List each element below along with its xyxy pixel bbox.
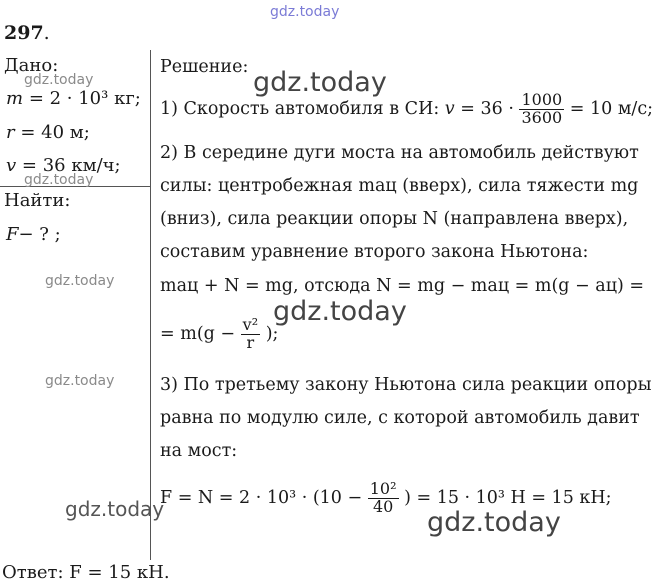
watermark-given-1: gdz.today (24, 72, 94, 88)
find-heading: Найти: (4, 190, 71, 211)
watermark-big-1: gdz.today (253, 67, 387, 98)
answer: Ответ: F = 15 кН. (2, 562, 170, 583)
watermark-big-3: gdz.today (427, 507, 561, 538)
watermark-mid-left-1: gdz.today (45, 273, 115, 289)
watermark-top: gdz.today (270, 4, 340, 20)
solution-step-3-line-1: 3) По третьему закону Ньютона сила реакции опоры (160, 375, 652, 395)
given-mass: m = 2 · 10³ кг; (6, 88, 141, 109)
find-item: F− ? ; (6, 224, 61, 245)
given-speed: v = 36 км/ч; (6, 155, 121, 176)
problem-number: 297. (4, 22, 50, 44)
given-heading: Дано: (4, 55, 59, 76)
solution-step-1: 1) Скорость автомобиля в СИ: v = 36 · $\frac{1000}{3600}$ = 10 м/с; (160, 90, 653, 127)
watermark-bottom-left: gdz.today (65, 497, 165, 521)
solution-heading: Решение: (160, 57, 249, 77)
step1-fraction: $\frac{1000}{3600}$ (521, 90, 563, 127)
watermark-mid-left-2: gdz.today (45, 373, 115, 389)
solution-step-2-line-1: 2) В середине дуги моста на автомобиль действуют (160, 143, 639, 163)
solution-step-2-line-3: (вниз), сила реакции опоры N (направлена вверх), (160, 209, 629, 229)
final-equation: F = N = 2 · 10³ · (10 − $\frac{\text{10²}}{40}$ ) = 15 · 10³ Н = 15 кН; (160, 479, 612, 516)
watermark-big-2: gdz.today (273, 296, 407, 327)
equation-1: maц + N = mg, отсюда N = mg − maц = m(g − aц) = (160, 276, 645, 296)
solution-step-3-line-3: на мост: (160, 441, 238, 461)
equation-2: = m(g − $\frac{\text{v²}}{r}$ ); (160, 315, 279, 352)
given-radius: r = 40 м; (6, 122, 90, 143)
watermark-given-2: gdz.today (24, 172, 94, 188)
final-fraction: $\frac{\text{10²}}{40}$ (369, 479, 397, 516)
solution-step-3-line-2: равна по модулю силе, с которой автомобиль давит (160, 408, 640, 428)
solution-step-2-line-4: составим уравнение второго закона Ньютона: (160, 242, 589, 262)
solution-step-2-line-2: силы: центробежная maц (вверх), сила тяжести mg (160, 176, 639, 196)
equation-2-fraction: $\frac{\text{v²}}{r}$ (242, 315, 259, 352)
column-divider (150, 50, 151, 560)
